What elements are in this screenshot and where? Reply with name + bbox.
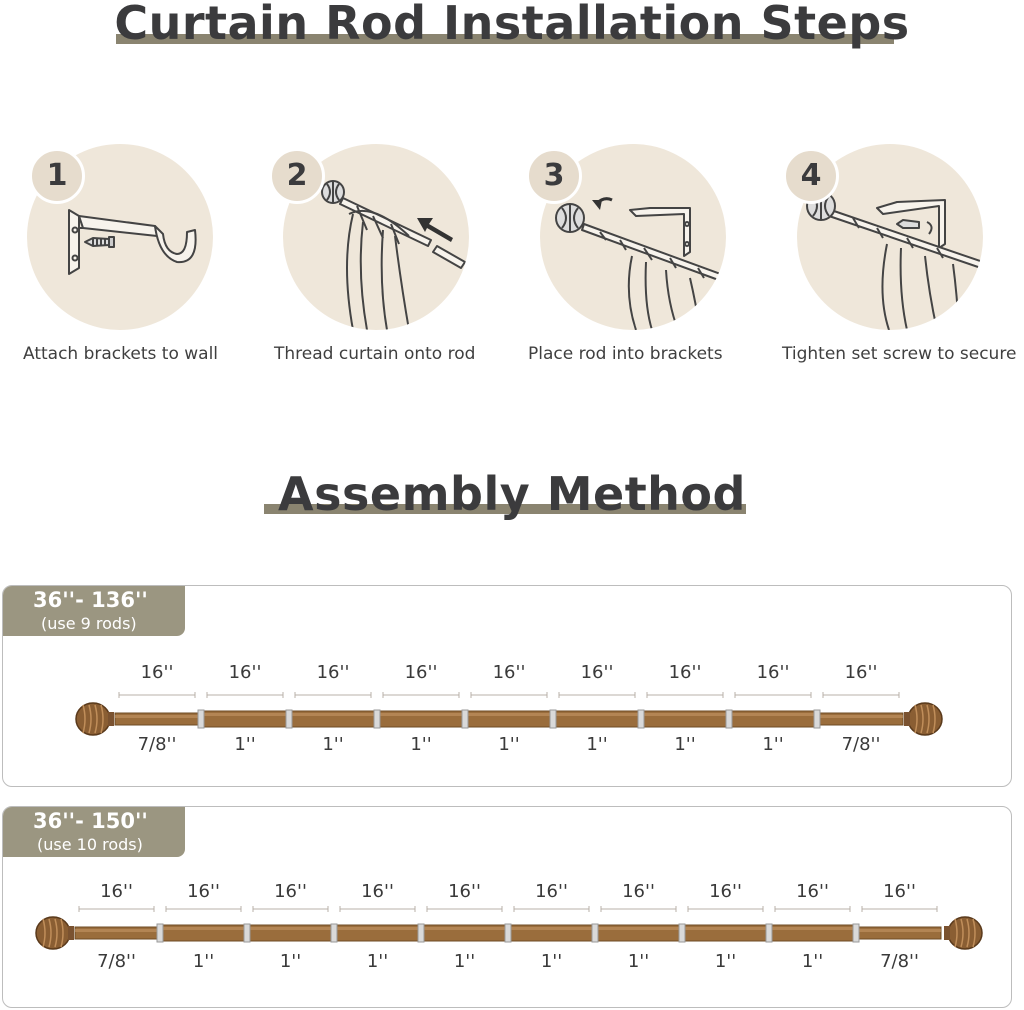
segment-length-label: 16'' — [274, 881, 307, 902]
rod-connector — [638, 710, 644, 728]
segment-diameter-label: 1'' — [714, 951, 737, 972]
segment-diameter-label: 1'' — [192, 951, 215, 972]
segment-diameter-label: 1'' — [322, 734, 344, 755]
rod-connector — [853, 924, 859, 942]
step-number: 2 — [269, 148, 325, 204]
step-caption: Place rod into brackets — [528, 344, 723, 364]
rod-highlight — [423, 927, 506, 930]
rod-config-9 — [2, 585, 1012, 787]
rod-highlight — [858, 929, 941, 932]
rod-highlight — [75, 929, 158, 932]
rod-connector — [814, 710, 820, 728]
segment-length-label: 16'' — [187, 881, 220, 902]
step-3 — [528, 144, 790, 374]
range-label: 36''- 150'' — [33, 809, 148, 833]
rod-segment — [858, 927, 941, 939]
step-caption: Attach brackets to wall — [23, 344, 219, 364]
rod-connector — [374, 710, 380, 728]
rod-connector — [592, 924, 598, 942]
rod-connector — [505, 924, 511, 942]
rod-highlight — [115, 715, 199, 718]
segment-diameter-label: 7/8'' — [97, 951, 136, 972]
rod-count-label: (use 9 rods) — [41, 614, 137, 633]
step-1 — [23, 144, 277, 374]
rod-highlight — [597, 927, 680, 930]
step-number: 1 — [29, 148, 85, 204]
segment-length-label: 16'' — [756, 662, 790, 683]
rod-highlight — [731, 713, 815, 716]
assembly-title — [0, 464, 1024, 524]
rod-highlight — [771, 927, 854, 930]
rod-highlight — [510, 927, 593, 930]
segment-length-label: 16'' — [796, 881, 829, 902]
segment-diameter-label: 1'' — [586, 734, 608, 755]
assembly-title-text: Assembly Method — [278, 467, 746, 521]
title-text: Curtain Rod Installation Steps — [114, 0, 910, 50]
segment-length-label: 16'' — [100, 881, 133, 902]
rod-connector — [766, 924, 772, 942]
rod-highlight — [203, 713, 287, 716]
rod-highlight — [291, 713, 375, 716]
rod-highlight — [336, 927, 419, 930]
finial-left — [76, 703, 114, 735]
segment-length-label: 16'' — [316, 662, 350, 683]
segment-length-label: 16'' — [709, 881, 742, 902]
rod-highlight — [379, 713, 463, 716]
rod-svg — [3, 807, 1011, 1007]
segment-diameter-label: 1'' — [279, 951, 302, 972]
step-number: 3 — [526, 148, 582, 204]
segment-diameter-label: 1'' — [762, 734, 784, 755]
rod-highlight — [555, 713, 639, 716]
finial-left — [36, 917, 74, 949]
segment-length-label: 16'' — [668, 662, 702, 683]
rod-connector — [462, 710, 468, 728]
rod-segment — [75, 927, 158, 939]
segment-length-label: 16'' — [580, 662, 614, 683]
rod-count-label: (use 10 rods) — [37, 835, 143, 854]
step-number: 4 — [783, 148, 839, 204]
segment-length-label: 16'' — [404, 662, 438, 683]
rod-highlight — [249, 927, 332, 930]
rod-highlight — [162, 927, 245, 930]
rod-highlight — [684, 927, 767, 930]
rod-connector — [286, 710, 292, 728]
rod-svg — [3, 586, 1011, 786]
rod-connector — [550, 710, 556, 728]
range-label: 36''- 136'' — [33, 588, 148, 612]
segment-diameter-label: 1'' — [453, 951, 476, 972]
segment-diameter-label: 1'' — [540, 951, 563, 972]
rod-highlight — [467, 713, 551, 716]
rod-connector — [198, 710, 204, 728]
segment-diameter-label: 1'' — [234, 734, 256, 755]
segment-diameter-label: 1'' — [801, 951, 824, 972]
step-caption: Thread curtain onto rod — [274, 344, 476, 364]
step-caption: Tighten set screw to secure — [782, 344, 1017, 364]
segment-length-label: 16'' — [535, 881, 568, 902]
step-4 — [782, 144, 1024, 374]
segment-diameter-label: 7/8'' — [880, 951, 919, 972]
rod-segment — [115, 713, 199, 725]
segment-length-label: 16'' — [883, 881, 916, 902]
segment-diameter-label: 7/8'' — [841, 734, 881, 755]
rod-connector — [418, 924, 424, 942]
main-title — [0, 0, 1024, 60]
segment-diameter-label: 1'' — [498, 734, 520, 755]
rod-connector — [157, 924, 163, 942]
segment-diameter-label: 1'' — [674, 734, 696, 755]
segment-diameter-label: 1'' — [366, 951, 389, 972]
rod-config-10 — [2, 806, 1012, 1008]
rod-connector — [726, 710, 732, 728]
rod-connector — [244, 924, 250, 942]
segment-length-label: 16'' — [492, 662, 526, 683]
segment-length-label: 16'' — [228, 662, 262, 683]
segment-length-label: 16'' — [140, 662, 174, 683]
rod-connector — [679, 924, 685, 942]
segment-length-label: 16'' — [844, 662, 878, 683]
rod-highlight — [819, 715, 903, 718]
finial-right — [904, 703, 942, 735]
segment-length-label: 16'' — [622, 881, 655, 902]
rod-connector — [331, 924, 337, 942]
rod-segment — [819, 713, 903, 725]
finial-right — [944, 917, 982, 949]
rod-highlight — [643, 713, 727, 716]
step-2 — [274, 144, 533, 374]
segment-length-label: 16'' — [448, 881, 481, 902]
segment-diameter-label: 1'' — [627, 951, 650, 972]
segment-length-label: 16'' — [361, 881, 394, 902]
segment-diameter-label: 7/8'' — [137, 734, 177, 755]
segment-diameter-label: 1'' — [410, 734, 432, 755]
